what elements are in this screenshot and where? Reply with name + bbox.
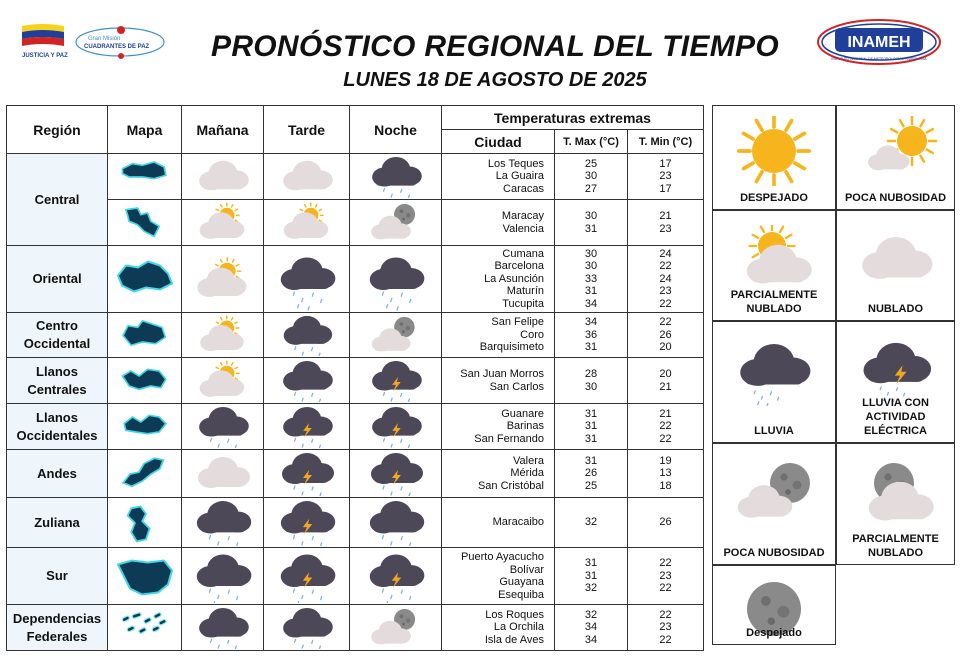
svg-text:Gran Misión: Gran Misión [88, 36, 121, 42]
header-city: Ciudad [442, 130, 555, 154]
tmin-value: 23 [659, 621, 672, 634]
city-name: Mérida [510, 467, 544, 480]
legend-item [712, 565, 836, 645]
legend-panel [712, 105, 955, 645]
tmin-value: 22 [659, 260, 672, 273]
tmax-value: 28 [584, 368, 598, 380]
region-name: Llanos Centrales [7, 358, 108, 404]
tmax-value: 31 [584, 454, 598, 467]
inameh-logo [815, 16, 943, 72]
svg-text:CUADRANTES DE PAZ: CUADRANTES DE PAZ [84, 44, 150, 50]
city-name: Coro [520, 328, 544, 341]
lluvia-icon [187, 550, 259, 603]
city-name: Puerto Ayacucho [461, 551, 544, 563]
tmax-value: 31 [584, 569, 598, 582]
tormenta-icon [360, 550, 432, 603]
legend-item [836, 105, 955, 210]
region-name: Central [7, 154, 108, 246]
tmin-value: 24 [659, 247, 672, 260]
tmin-value: 26 [659, 516, 672, 529]
lluvia-icon [360, 500, 432, 546]
city-name: Barcelona [494, 260, 544, 273]
tmin-value: 22 [659, 316, 672, 329]
moon-partly-cloudy-icon [840, 458, 951, 528]
region-name: Zuliana [7, 498, 108, 548]
tmax-value: 31 [584, 222, 598, 235]
header-tmin: T. Min (°C) [628, 130, 704, 154]
region-map [112, 203, 178, 243]
cloud-icon [840, 225, 951, 295]
table-row [7, 548, 704, 605]
region-map [112, 157, 178, 197]
lluvia-icon [271, 248, 343, 311]
region-name: Centro Occidental [7, 313, 108, 358]
tmin-value: 19 [659, 454, 672, 467]
nublado-icon [271, 156, 343, 198]
table-row [7, 154, 704, 200]
lluvia-icon [187, 500, 259, 546]
city-name: Maturín [506, 285, 544, 298]
tmin-value: 22 [659, 557, 672, 570]
cuadrantes-de-paz-logo [76, 26, 164, 59]
table-row [7, 358, 704, 404]
svg-text:INAMEH: INAMEH [847, 34, 911, 51]
region-name: Sur [7, 548, 108, 605]
table-row [7, 200, 704, 246]
table-row [7, 246, 704, 313]
nublado-icon [187, 452, 259, 496]
legend-item [836, 321, 955, 443]
header-tmax: T. Max (°C) [555, 130, 628, 154]
tmax-value: 34 [584, 621, 598, 634]
legend-item [836, 443, 955, 565]
legend-label: POCA NUBOSIDAD [723, 547, 825, 559]
forecast-date: LUNES 18 DE AGOSTO DE 2025 [343, 69, 647, 91]
noche-poca-nubosidad-icon [360, 315, 432, 356]
lluvia-icon [360, 248, 432, 311]
city-name: Los Roques [485, 608, 544, 621]
tmin-value: 13 [659, 467, 672, 480]
tmin-value: 22 [659, 432, 672, 445]
tmin-value: 22 [659, 297, 672, 310]
parcialmente-nublado-icon [187, 202, 259, 244]
parcialmente-nublado-icon [187, 248, 259, 311]
city-name: Isla de Aves [484, 633, 544, 646]
svg-text:INSTITUTO NACIONAL DE METEOROL: INSTITUTO NACIONAL DE METEOROLOGÍA E HIDROLOGÍA [831, 57, 927, 61]
region-map [112, 608, 178, 648]
legend-label: PARCIALMENTE NUBLADO [730, 289, 818, 315]
city-name: Bolívar [509, 563, 544, 576]
city-name: La Orchila [493, 621, 544, 634]
lluvia-icon [271, 360, 343, 402]
tmax-value: 31 [584, 341, 598, 354]
city-name: Maracay [501, 210, 544, 222]
header-night: Noche [350, 106, 442, 154]
city-name: Valencia [502, 222, 544, 235]
city-name: Caracas [503, 182, 544, 195]
tmax-value: 32 [584, 582, 598, 595]
tmin-value: 24 [659, 272, 672, 285]
legend-item [712, 443, 836, 565]
tormenta-icon [271, 550, 343, 603]
tmin-value: 18 [659, 479, 672, 492]
city-name: La Guaira [495, 170, 544, 183]
tmax-value: 25 [584, 479, 598, 492]
region-map [112, 501, 178, 545]
legend-item [712, 105, 836, 210]
lluvia-icon [187, 406, 259, 448]
legend-label: Despejado [746, 627, 802, 639]
tmin-value: 23 [659, 222, 672, 235]
tmax-value: 26 [584, 467, 598, 480]
table-row [7, 404, 704, 450]
lluvia-icon [271, 315, 343, 356]
tmin-value: 17 [659, 182, 672, 195]
table-row [7, 605, 704, 651]
tmax-value: 27 [584, 182, 598, 195]
tmin-value: 20 [659, 341, 672, 354]
header-map: Mapa [108, 106, 182, 154]
city-name: San Carlos [489, 380, 544, 393]
lluvia-icon [187, 607, 259, 649]
city-name: Guanare [501, 407, 544, 420]
tmin-value: 20 [659, 368, 672, 380]
tmax-value: 31 [584, 285, 598, 298]
lluvia-icon [360, 156, 432, 198]
tmax-value: 32 [584, 516, 598, 529]
tmax-value: 30 [584, 260, 598, 273]
legend-item [836, 210, 955, 321]
forecast-table [6, 105, 704, 651]
header-afternoon: Tarde [264, 106, 350, 154]
legend-label: LLUVIA [754, 425, 794, 437]
region-map [112, 361, 178, 401]
region-map [112, 249, 178, 310]
table-row [7, 498, 704, 548]
tmin-value: 21 [659, 380, 672, 393]
region-name: Dependencias Federales [7, 605, 108, 651]
tmax-value: 30 [584, 170, 598, 183]
table-row [7, 313, 704, 358]
tmax-value: 30 [584, 380, 598, 393]
tmax-value: 34 [584, 316, 598, 329]
city-name: Cumana [502, 247, 544, 260]
legend-label: LLUVIA CON ACTIVIDAD ELÉCTRICA [862, 397, 929, 437]
tormenta-icon [360, 360, 432, 402]
tormenta-icon [360, 406, 432, 448]
justicia-paz-text: JUSTICIA Y PAZ [22, 53, 68, 59]
parcialmente-nublado-icon [187, 360, 259, 402]
tmin-value: 26 [659, 328, 672, 341]
tmax-value: 25 [584, 157, 598, 170]
tormenta-icon [271, 500, 343, 546]
tmax-value: 34 [584, 297, 598, 310]
nublado-icon [187, 156, 259, 198]
legend-label: POCA NUBOSIDAD [844, 192, 947, 204]
tmax-value: 31 [584, 557, 598, 570]
venezuela-flag-logo [22, 24, 68, 59]
header-region: Región [7, 106, 108, 154]
noche-poca-nubosidad-icon [360, 202, 432, 244]
tmax-value: 31 [584, 407, 598, 420]
city-name: San Cristóbal [477, 479, 544, 492]
tmin-value: 21 [659, 407, 672, 420]
region-map [112, 453, 178, 495]
parcialmente-nublado-icon [187, 315, 259, 356]
rain-cloud-icon [716, 336, 832, 406]
moon-cloud-icon [716, 458, 832, 528]
tmin-value: 22 [659, 582, 672, 595]
city-name: Guayana [499, 576, 544, 588]
tormenta-icon [271, 452, 343, 496]
city-name: Tucupita [502, 297, 544, 310]
region-map [112, 407, 178, 447]
tmax-value: 31 [584, 432, 598, 445]
tmin-value: 23 [659, 285, 672, 298]
tormenta-icon [360, 452, 432, 496]
region-map [112, 551, 178, 602]
tmin-value: 22 [659, 608, 672, 621]
partly-cloudy-icon [716, 225, 832, 295]
city-name: La Asunción [484, 272, 544, 285]
tmin-value: 22 [659, 420, 672, 433]
sun-cloud-small-icon [840, 116, 951, 186]
legend-item [712, 210, 836, 321]
sun-icon [716, 116, 832, 186]
city-name: San Juan Morros [460, 368, 544, 380]
page-title: PRONÓSTICO REGIONAL DEL TIEMPO [211, 30, 779, 63]
tmax-value: 30 [584, 247, 598, 260]
tmin-value: 23 [659, 569, 672, 582]
noche-poca-nubosidad-icon [360, 607, 432, 649]
tmax-value: 32 [584, 608, 598, 621]
table-row [7, 450, 704, 498]
tmax-value: 33 [584, 272, 598, 285]
tmax-value: 36 [584, 328, 598, 341]
region-name: Llanos Occidentales [7, 404, 108, 450]
city-name: Barquisimeto [479, 341, 544, 354]
tmin-value: 23 [659, 170, 672, 183]
legend-label: PARCIALMENTE NUBLADO [852, 533, 939, 559]
tmax-value: 34 [584, 633, 598, 646]
header-logos [18, 20, 188, 64]
region-map [112, 316, 178, 355]
tormenta-icon [271, 406, 343, 448]
city-name: Barinas [506, 420, 544, 433]
city-name: Esequiba [498, 588, 544, 601]
tmax-value: 30 [584, 210, 598, 222]
legend-item [712, 321, 836, 443]
city-name: San Fernando [474, 432, 544, 445]
city-name: Valera [513, 454, 544, 467]
city-name: Los Teques [487, 157, 544, 170]
region-name: Andes [7, 450, 108, 498]
header-morning: Mañana [182, 106, 264, 154]
tmin-value: 22 [659, 633, 672, 646]
legend-label: NUBLADO [868, 303, 923, 315]
tmax-value: 31 [584, 420, 598, 433]
lluvia-icon [271, 607, 343, 649]
tmin-value: 17 [659, 157, 672, 170]
legend-label: DESPEJADO [740, 192, 808, 204]
header-extremes: Temperaturas extremas [442, 106, 704, 130]
tmin-value: 21 [659, 210, 672, 222]
region-name: Oriental [7, 246, 108, 313]
city-name: San Felipe [491, 316, 544, 329]
city-name: Maracaibo [492, 516, 544, 529]
parcialmente-nublado-icon [271, 202, 343, 244]
